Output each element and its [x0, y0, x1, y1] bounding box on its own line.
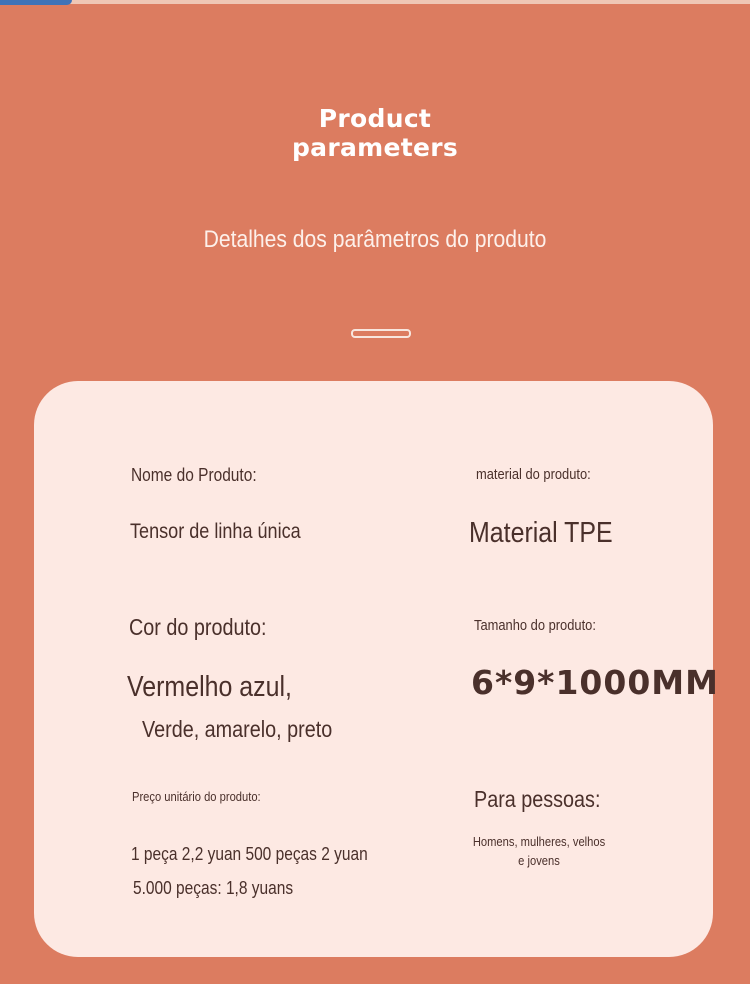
corner-decoration	[0, 0, 72, 5]
price-label: Preço unitário do produto:	[132, 789, 261, 804]
title-line-2: parameters	[291, 133, 459, 162]
audience-value-line-2: e jovens	[518, 853, 560, 868]
parameters-card	[34, 381, 719, 957]
color-value-line-2: Verde, amarelo, preto	[142, 716, 333, 742]
page-subtitle: Detalhes dos parâmetros do produto	[203, 226, 547, 253]
color-label: Cor do produto:	[129, 614, 267, 640]
page-header	[0, 104, 750, 162]
price-value-line-2: 5.000 peças: 1,8 yuans	[133, 878, 294, 898]
price-value-line-1: 1 peça 2,2 yuan 500 peças 2 yuan	[131, 844, 368, 864]
material-label: material do produto:	[476, 466, 591, 483]
title-line-1: Product	[318, 104, 432, 133]
size-label: Tamanho do produto:	[474, 617, 596, 634]
size-value: 6*9*1000MM	[471, 663, 719, 702]
product-name-value: Tensor de linha única	[130, 520, 301, 543]
product-name-label: Nome do Produto:	[131, 465, 257, 485]
top-strip	[0, 0, 750, 4]
audience-value-line-1: Homens, mulheres, velhos	[472, 834, 606, 849]
material-value: Material TPE	[469, 517, 613, 549]
divider	[351, 329, 411, 338]
color-value-line-1: Vermelho azul,	[127, 671, 292, 703]
audience-label: Para pessoas:	[474, 786, 601, 812]
